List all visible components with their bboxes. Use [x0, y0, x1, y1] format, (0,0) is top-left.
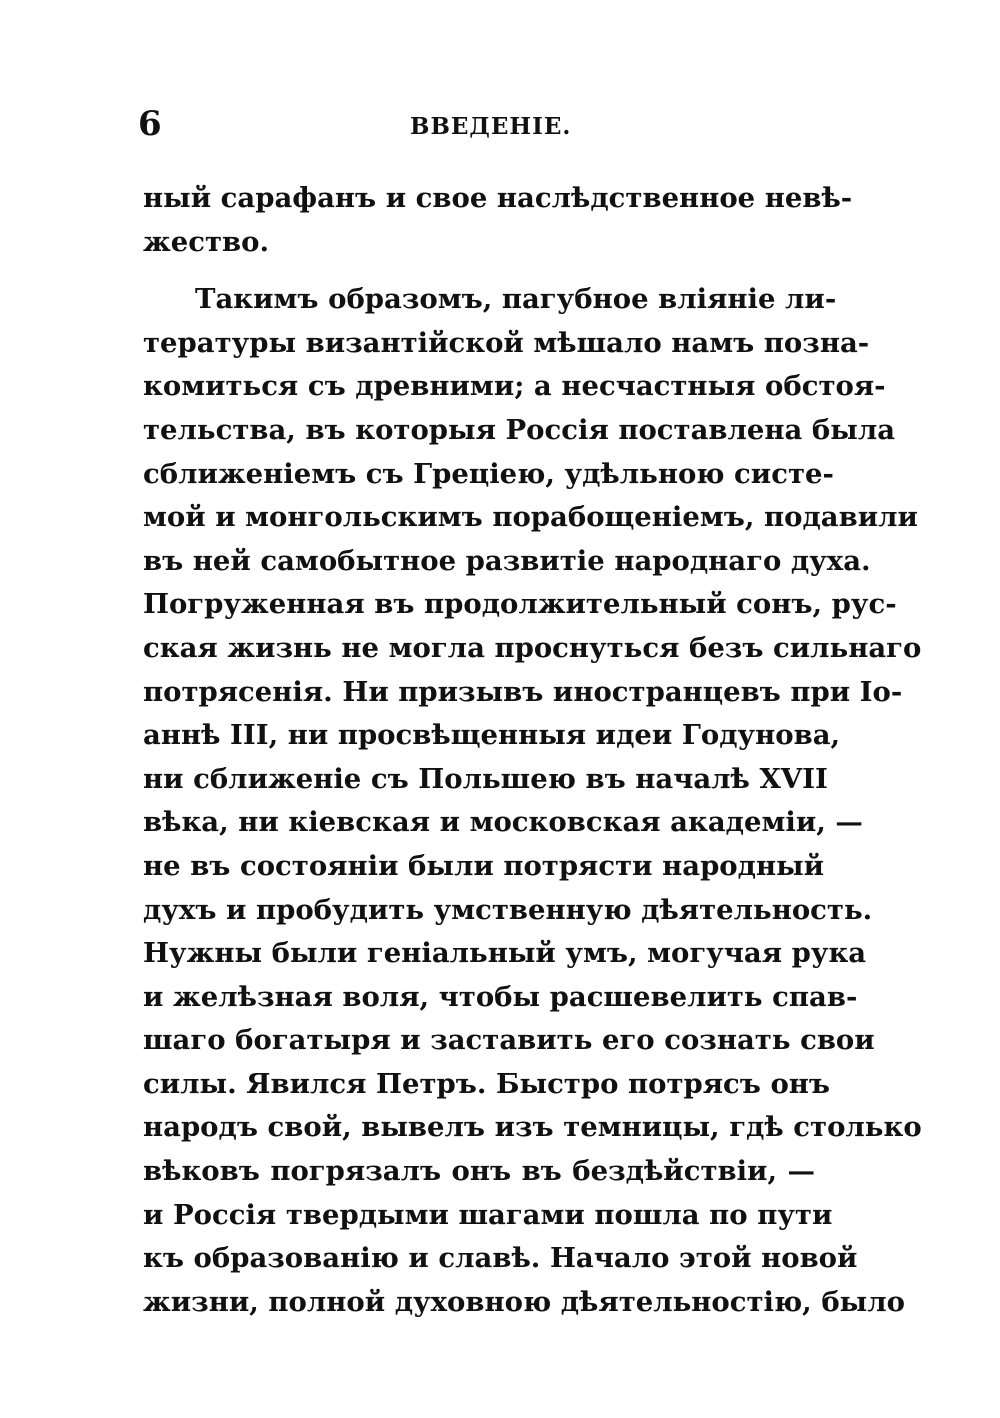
- text-line: Погруженная въ продолжительный сонъ, рус-: [143, 588, 897, 621]
- text-line: потрясенія. Ни призывъ иностранцевъ при Іо-: [143, 675, 903, 708]
- body-text: [143, 177, 922, 1324]
- text-line: Нужны были геніальный умъ, могучая рука: [143, 937, 867, 970]
- text-line: Такимъ образомъ, пагубное вліяніе ли-: [195, 283, 837, 316]
- text-line: жизни, полной духовною дѣятельностію, было: [143, 1285, 905, 1318]
- text-line: народъ свой, вывелъ изъ темницы, гдѣ столько: [143, 1111, 922, 1144]
- text-line: тературы византійской мѣшало намъ позна-: [143, 326, 870, 359]
- page-number: 6: [138, 104, 162, 144]
- text-line: въ ней самобытное развитіе народнаго духа.: [143, 544, 871, 577]
- text-line: ни сближеніе съ Польшею въ началѣ XVII: [143, 762, 828, 795]
- paragraph-gap: [143, 264, 815, 278]
- text-line: и Россія твердыми шагами пошла по пути: [143, 1198, 833, 1231]
- text-line: къ образованію и славѣ. Начало этой новой: [143, 1242, 858, 1275]
- text-line: не въ состояніи были потрясти народный: [143, 849, 825, 882]
- text-line: тельства, въ которыя Россія поставлена была: [143, 413, 896, 446]
- text-line: мой и монгольскимъ порабощеніемъ, подавили: [143, 501, 918, 534]
- text-line: силы. Явился Петръ. Быстро потрясъ онъ: [143, 1067, 831, 1100]
- paragraph-continued: [143, 177, 853, 264]
- text-line: жество.: [143, 225, 270, 258]
- running-head: ВВЕДЕНІЕ.: [410, 113, 572, 140]
- text-line: вѣковъ погрязалъ онъ въ бездѣйствіи, —: [143, 1155, 815, 1188]
- text-line: ская жизнь не могла проснуться безъ сильнаго: [143, 631, 922, 664]
- text-line: сближеніемъ съ Греціею, удѣльною систе-: [143, 457, 834, 490]
- text-line: ный сарафанъ и свое наслѣдственное невѣ-: [143, 182, 853, 214]
- text-line: вѣка, ни кіевская и московская академіи, —: [143, 806, 863, 839]
- text-line: аннѣ III, ни просвѣщенныя идеи Годунова,: [143, 719, 841, 752]
- text-line: комиться съ древними; а несчастныя обстоя-: [143, 370, 886, 403]
- text-line: шаго богатыря и заставить его сознать свои: [143, 1024, 875, 1057]
- text-line: и желѣзная воля, чтобы расшевелить спав-: [143, 980, 858, 1013]
- paragraph: [143, 278, 922, 1324]
- text-line: духъ и пробудить умственную дѣятельность.: [143, 893, 873, 926]
